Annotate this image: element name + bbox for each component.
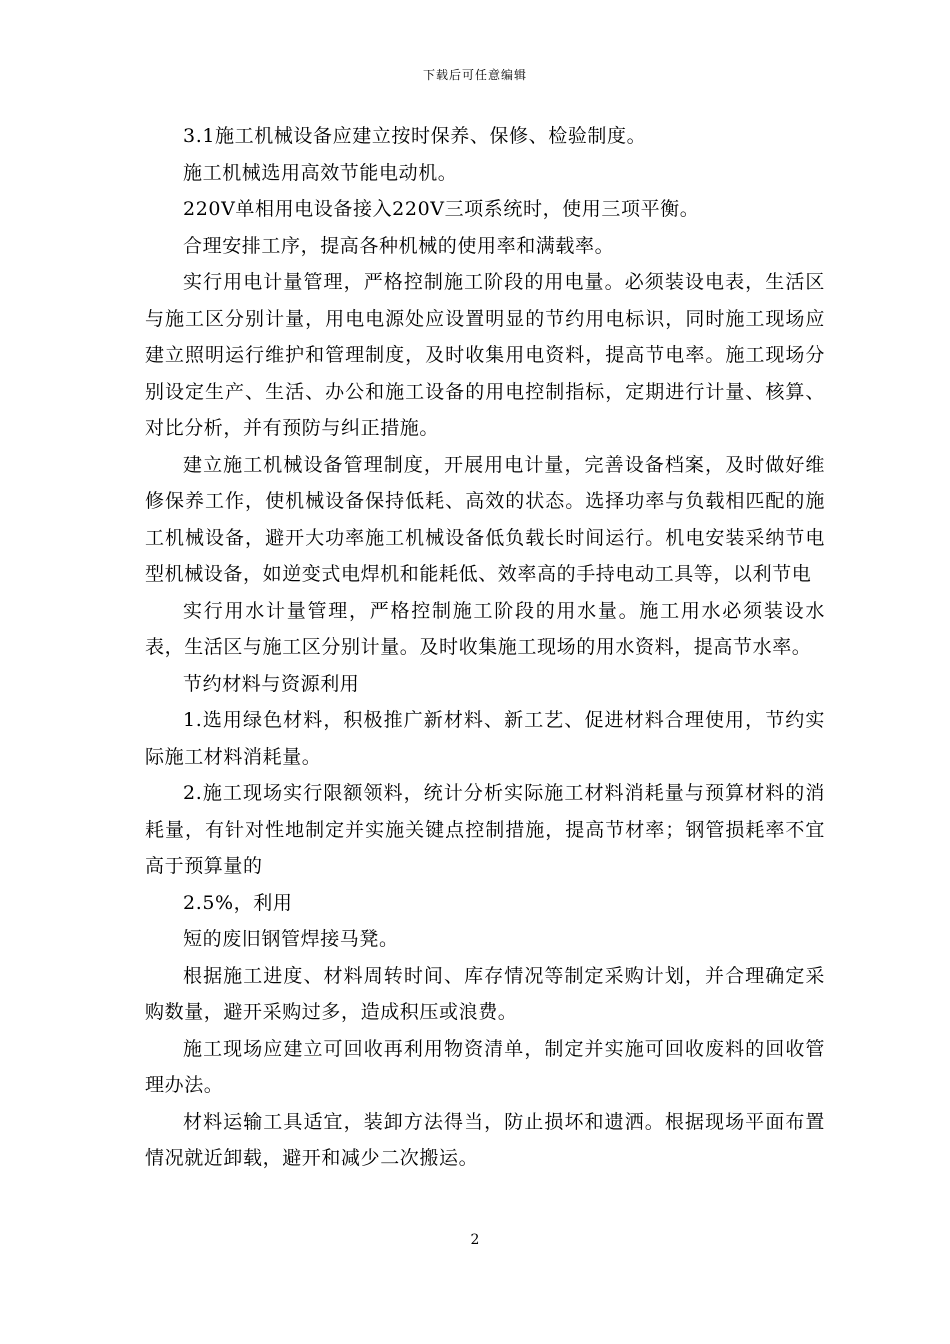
document-body <box>145 118 825 1177</box>
paragraph: 实行用水计量管理，严格控制施工阶段的用水量。施工用水必须装设水表，生活区与施工区分别计量。及时收集施工现场的用水资料，提高节水率。 <box>145 599 825 658</box>
paragraph: 短的废旧钢管焊接马凳。 <box>183 928 399 950</box>
page-header: 下载后可任意编辑 <box>422 68 527 82</box>
paragraph: 220V单相用电设备接入220V三项系统时，使用三项平衡。 <box>183 198 700 220</box>
paragraph: 材料运输工具适宜，装卸方法得当，防止损坏和遗洒。根据现场平面布置情况就近卸载，避开和减少二次搬运。 <box>145 1110 825 1169</box>
paragraph: 2.施工现场实行限额领料，统计分析实际施工材料消耗量与预算材料的消耗量，有针对性地制定并实施关键点控制措施，提高节材率；钢管损耗率不宜高于预算量的 <box>145 782 825 877</box>
paragraph: 1.选用绿色材料，积极推广新材料、新工艺、促进材料合理使用，节约实际施工材料消耗量。 <box>145 709 825 768</box>
paragraph: 2.5%，利用 <box>183 891 293 914</box>
paragraph: 建立施工机械设备管理制度，开展用电计量，完善设备档案，及时做好维修保养工作，使机械设备保持低耗、高效的状态。选择功率与负载相匹配的施工机械设备，避开大功率施工机械设备低负载长时间运行。机电安装采纳节电型机械设备，如逆变式电焊机和能耗低、效率高的手持电动工具等，以利节电 <box>145 453 825 585</box>
paragraph: 施工机械选用高效节能电动机。 <box>183 161 458 184</box>
paragraph: 根据施工进度、材料周转时间、库存情况等制定采购计划，并合理确定采购数量，避开采购过多，造成积压或浪费。 <box>145 964 825 1023</box>
paragraph: 实行用电计量管理，严格控制施工阶段的用电量。必须装设电表，生活区与施工区分别计量，用电电源处应设置明显的节约用电标识，同时施工现场应建立照明运行维护和管理制度，及时收集用电资料，提高节电率。施工现场分别设定生产、生活、办公和施工设备的用电控制指标，定期进行计量、核算、对比分析，并有预防与纠正措施。 <box>145 271 825 439</box>
section-heading: 节约材料与资源利用 <box>183 672 360 695</box>
paragraph: 施工现场应建立可回收再利用物资清单，制定并实施可回收废料的回收管理办法。 <box>145 1037 825 1096</box>
paragraph: 合理安排工序，提高各种机械的使用率和满载率。 <box>183 234 615 257</box>
paragraph: 3.1施工机械设备应建立按时保养、保修、检验制度。 <box>183 125 647 147</box>
page-number: 2 <box>470 1232 480 1248</box>
